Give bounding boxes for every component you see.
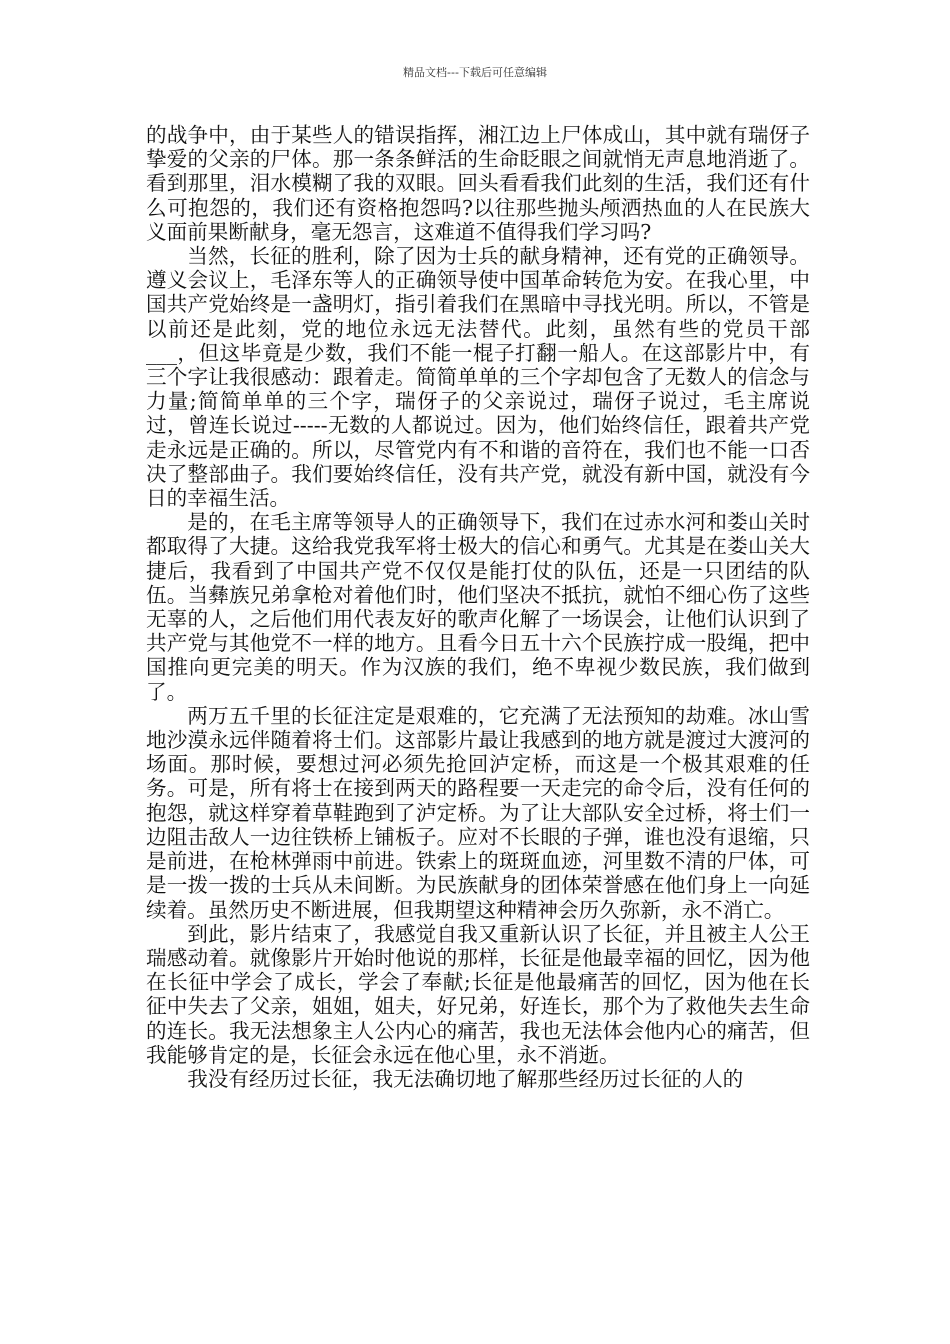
paragraph-1: 的战争中，由于某些人的错误指挥，湘江边上尸体成山，其中就有瑞伢子挚爱的父亲的尸体。那一条条鲜活的生命眨眼之间就悄无声息地消逝了。看到那里，泪水模糊了我的双眼。回头看看我们此刻的生活，我们还有什么可抱怨的，我们还有资格抱怨吗?以往那些抛头颅洒热血的人在民族大义面前果断献身，毫无怨言，这难道不值得我们学习吗? xyxy=(146,123,810,244)
paragraph-5: 到此，影片结束了，我感觉自我又重新认识了长征，并且被主人公王瑞感动着。就像影片开始时他说的那样，长征是他最幸福的回忆，因为他在长征中学会了成长，学会了奉献;长征是他最痛苦的回忆，因为他在长征中失去了父亲，姐姐，姐夫，好兄弟，好连长，那个为了救他失去生命的连长。我无法想象主人公内心的痛苦，我也无法体会他内心的痛苦，但我能够肯定的是，长征会永远在他心里，永不消逝。 xyxy=(146,921,810,1067)
paragraph-2: 当然，长征的胜利，除了因为士兵的献身精神，还有党的正确领导。遵义会议上，毛泽东等人的正确领导使中国革命转危为安。在我心里，中国共产党始终是一盏明灯，指引着我们在黑暗中寻找光明。所以，不管是以前还是此刻，党的地位永远无法替代。此刻，虽然有些的党员干部___，但这毕竟是少数，我们不能一棍子打翻一船人。在这部影片中，有三个字让我很感动：跟着走。简简单单的三个字却包含了无数人的信念与力量;简简单单的三个字，瑞伢子的父亲说过，瑞伢子说过，毛主席说过，曾连长说过-----无数的人都说过。因为，他们始终信任，跟着共产党走永远是正确的。所以，尽管党内有不和谐的音符在，我们也不能一口否决了整部曲子。我们要始终信任，没有共产党，就没有新中国，就没有今日的幸福生活。 xyxy=(146,244,810,511)
paragraph-6: 我没有经历过长征，我无法确切地了解那些经历过长征的人的 xyxy=(187,1066,744,1091)
document-body xyxy=(146,123,810,1091)
paragraph-3: 是的，在毛主席等领导人的正确领导下，我们在过赤水河和娄山关时都取得了大捷。这给我党我军将士极大的信心和勇气。尤其是在娄山关大捷后，我看到了中国共产党不仅仅是能打仗的队伍，还是一只团结的队伍。当彝族兄弟拿枪对着他们时，他们坚决不抵抗，就怕不细心伤了这些无辜的人，之后他们用代表友好的歌声化解了一场误会，让他们认识到了共产党与其他党不一样的地方。且看今日五十六个民族拧成一股绳，把中国推向更完美的明天。作为汉族的我们，绝不卑视少数民族，我们做到了。 xyxy=(146,510,810,704)
page-header: 精品文档---下载后可任意编辑 xyxy=(403,66,547,79)
paragraph-4: 两万五千里的长征注定是艰难的，它充满了无法预知的劫难。冰山雪地沙漠永远伴随着将士们。这部影片最让我感到的地方就是渡过大渡河的场面。那时候，要想过河必须先抢回泸定桥，而这是一个极其艰难的任务。可是，所有将士在接到两天的路程要一天走完的命令后，没有任何的抱怨，就这样穿着草鞋跑到了泸定桥。为了让大部队安全过桥，将士们一边阻击敌人一边往铁桥上铺板子。应对不长眼的子弹，谁也没有退缩，只是前进，在枪林弹雨中前进。铁索上的斑斑血迹，河里数不清的尸体，可是一拨一拨的士兵从未间断。为民族献身的团体荣誉感在他们身上一向延续着。虽然历史不断进展，但我期望这种精神会历久弥新，永不消亡。 xyxy=(146,703,810,922)
